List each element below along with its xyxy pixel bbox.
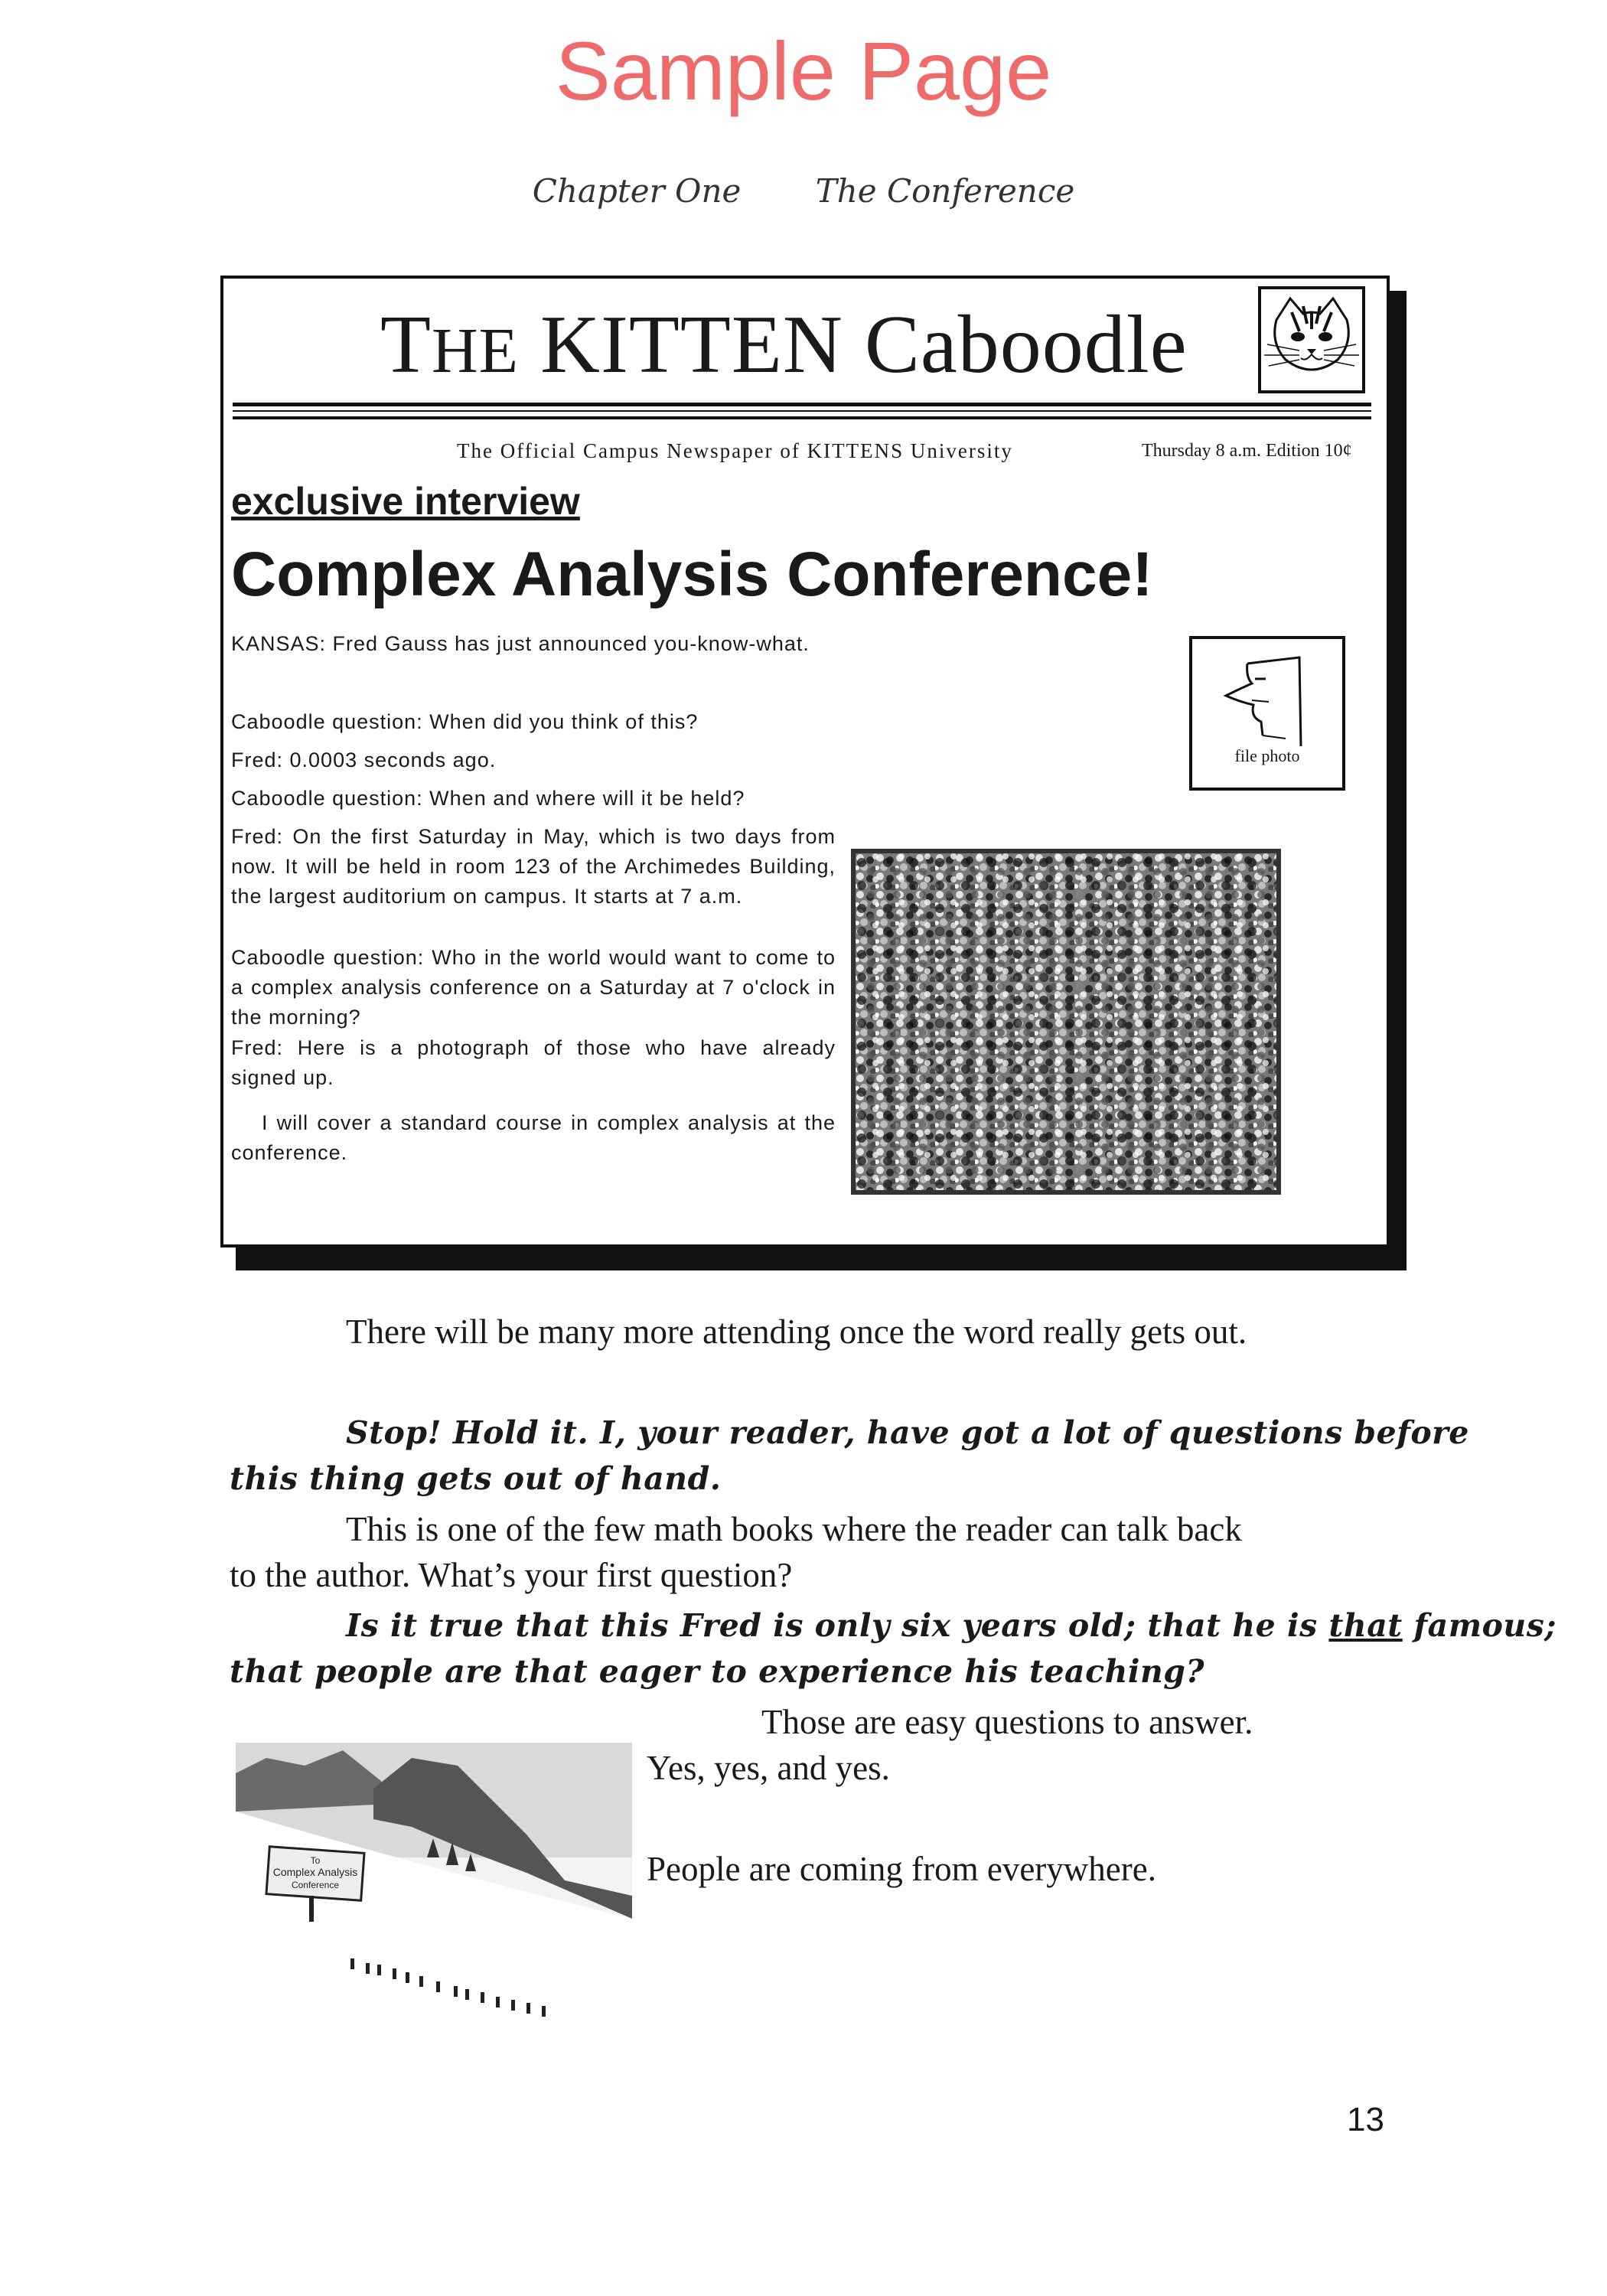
question-emphasis: that [1328,1607,1403,1644]
article-headline: Complex Analysis Conference! [231,540,1153,609]
article-lead: KANSAS: Fred Gauss has just announced you-know-what. [231,632,810,655]
chapter-number: Chapter One [532,172,742,210]
interview-question: Caboodle question: When and where will it be held? [231,787,745,810]
body-paragraph: Yes, yes, and yes. [647,1749,890,1787]
file-photo [1189,636,1345,791]
reader-question: that people are that eager to experience his teaching? [230,1653,1204,1690]
masthead-rule [233,403,1371,406]
chapter-title: The Conference [815,172,1075,210]
question-text: Is it true that this Fred is only six years old; that he is [346,1607,1329,1644]
sign-text: Conference [291,1880,340,1890]
crowd-photo [851,849,1281,1195]
interview-answer: Fred: Here is a photograph of those who have already signed up. [231,1036,836,1089]
body-paragraph: to the author. What’s your first question? [230,1556,793,1594]
newspaper-masthead [380,298,1188,393]
masthead-name: KITTEN Caboodle [518,299,1188,390]
newspaper-edition: Thursday 8 a.m. Edition 10¢ [1142,441,1352,461]
masthead-smallcaps: HE [431,315,519,386]
snowy-mountain-photo [236,1743,632,2058]
reader-question: this thing gets out of hand. [230,1460,722,1497]
kitten-logo-icon [1258,286,1365,393]
newspaper-subtitle: The Official Campus Newspaper of KITTENS University [457,439,1013,462]
body-paragraph: Those are easy questions to answer. [761,1703,1253,1741]
file-photo-caption: file photo [1234,746,1300,765]
newspaper-clipping [220,276,1390,1247]
question-text: famous; [1402,1607,1556,1644]
interview-question: Caboodle question: Who in the world would want to come to a complex analysis conference on a Saturday at 7 o'clock in the morning? [231,946,836,1029]
reader-question: Stop! Hold it. I, your reader, have got a lot of questions before [346,1414,1469,1451]
article-kicker: exclusive interview [231,480,580,523]
sign-text: Complex Analysis [272,1866,358,1878]
interview-answer: Fred: 0.0003 seconds ago. [231,748,497,771]
masthead-initial: T [380,299,432,390]
body-paragraph: There will be many more attending once the word really gets out. [346,1313,1247,1351]
body-paragraph: This is one of the few math books where the reader can talk back [346,1510,1242,1548]
page-number: 13 [1347,2101,1384,2138]
sign-text: To [310,1855,321,1866]
chapter-heading [0,172,1607,210]
sample-page-title: Sample Page [555,24,1052,117]
interview-closing: I will cover a standard course in complex analysis at the conference. [231,1111,836,1164]
reader-question [346,1603,1556,1649]
masthead-rule [233,410,1371,412]
masthead-rule [233,416,1371,419]
interview-question: Caboodle question: When did you think of this? [231,710,699,733]
body-paragraph: People are coming from everywhere. [647,1850,1156,1888]
interview-answer: Fred: On the first Saturday in May, which is two days from now. It will be held in room 123 of the Archimedes Building, the largest auditorium on campus. It starts at 7 a.m. [231,825,836,908]
